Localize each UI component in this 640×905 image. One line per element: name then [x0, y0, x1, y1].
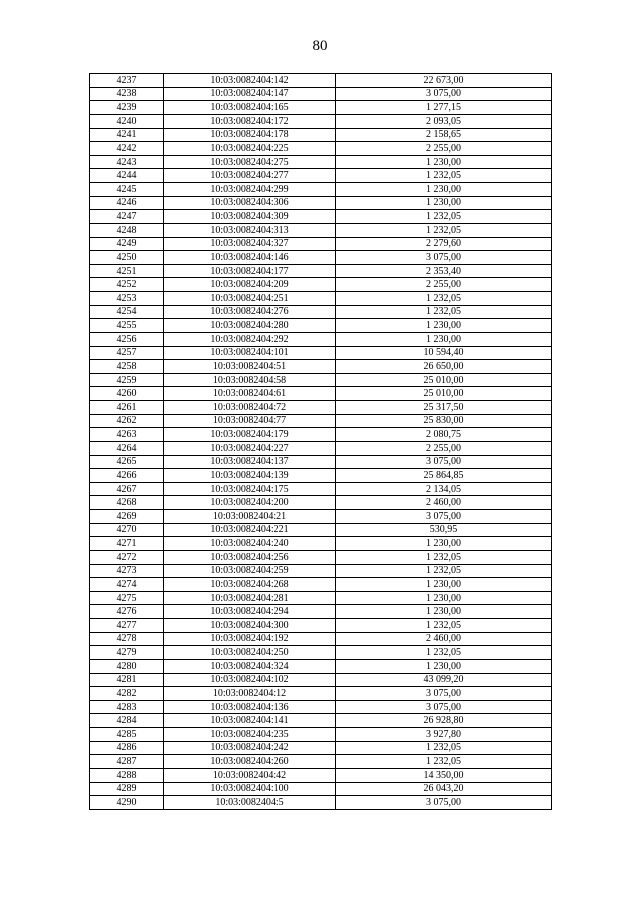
cadastral-number-cell: 10:03:0082404:281 [164, 591, 336, 605]
table-row [90, 292, 552, 306]
row-number-cell: 4241 [90, 128, 164, 142]
cadastral-number-cell: 10:03:0082404:209 [164, 278, 336, 292]
cadastral-value-cell: 25 864,85 [336, 469, 552, 483]
cadastral-number-cell: 10:03:0082404:58 [164, 373, 336, 387]
cadastral-value-cell: 3 075,00 [336, 87, 552, 101]
cadastral-value-cell: 25 317,50 [336, 401, 552, 415]
cadastral-number-cell: 10:03:0082404:256 [164, 550, 336, 564]
cadastral-number-cell: 10:03:0082404:309 [164, 210, 336, 224]
table-row [90, 387, 552, 401]
table-row [90, 755, 552, 769]
cadastral-number-cell: 10:03:0082404:250 [164, 646, 336, 660]
table-row [90, 564, 552, 578]
cadastral-number-cell: 10:03:0082404:178 [164, 128, 336, 142]
table-row [90, 237, 552, 251]
cadastral-value-cell: 1 277,15 [336, 101, 552, 115]
row-number-cell: 4262 [90, 414, 164, 428]
cadastral-value-cell: 530,95 [336, 523, 552, 537]
table-row [90, 782, 552, 796]
cadastral-value-table [89, 73, 552, 810]
cadastral-value-cell: 2 093,05 [336, 114, 552, 128]
table-row [90, 251, 552, 265]
cadastral-value-cell: 2 158,65 [336, 128, 552, 142]
cadastral-value-cell: 25 010,00 [336, 387, 552, 401]
row-number-cell: 4250 [90, 251, 164, 265]
cadastral-value-cell: 25 830,00 [336, 414, 552, 428]
cadastral-number-cell: 10:03:0082404:313 [164, 223, 336, 237]
cadastral-value-cell: 1 230,00 [336, 591, 552, 605]
cadastral-value-cell: 1 230,00 [336, 155, 552, 169]
table-row [90, 101, 552, 115]
cadastral-value-cell: 2 353,40 [336, 264, 552, 278]
table-row [90, 700, 552, 714]
cadastral-number-cell: 10:03:0082404:5 [164, 796, 336, 810]
cadastral-number-cell: 10:03:0082404:165 [164, 101, 336, 115]
cadastral-value-cell: 14 350,00 [336, 768, 552, 782]
cadastral-number-cell: 10:03:0082404:306 [164, 196, 336, 210]
row-number-cell: 4289 [90, 782, 164, 796]
cadastral-value-cell: 1 232,05 [336, 619, 552, 633]
cadastral-number-cell: 10:03:0082404:102 [164, 673, 336, 687]
cadastral-number-cell: 10:03:0082404:12 [164, 687, 336, 701]
row-number-cell: 4275 [90, 591, 164, 605]
cadastral-value-cell: 3 927,80 [336, 728, 552, 742]
row-number-cell: 4270 [90, 523, 164, 537]
cadastral-value-cell: 1 232,05 [336, 292, 552, 306]
row-number-cell: 4285 [90, 728, 164, 742]
row-number-cell: 4239 [90, 101, 164, 115]
table-row [90, 714, 552, 728]
cadastral-number-cell: 10:03:0082404:147 [164, 87, 336, 101]
cadastral-number-cell: 10:03:0082404:294 [164, 605, 336, 619]
row-number-cell: 4255 [90, 319, 164, 333]
cadastral-number-cell: 10:03:0082404:142 [164, 74, 336, 88]
row-number-cell: 4281 [90, 673, 164, 687]
cadastral-number-cell: 10:03:0082404:139 [164, 469, 336, 483]
cadastral-number-cell: 10:03:0082404:21 [164, 510, 336, 524]
table-row [90, 264, 552, 278]
table-row [90, 659, 552, 673]
row-number-cell: 4251 [90, 264, 164, 278]
row-number-cell: 4258 [90, 360, 164, 374]
row-number-cell: 4287 [90, 755, 164, 769]
cadastral-number-cell: 10:03:0082404:260 [164, 755, 336, 769]
table-row [90, 128, 552, 142]
table-row [90, 537, 552, 551]
table-body [90, 74, 552, 810]
row-number-cell: 4246 [90, 196, 164, 210]
row-number-cell: 4269 [90, 510, 164, 524]
cadastral-value-cell: 2 460,00 [336, 496, 552, 510]
table-row [90, 74, 552, 88]
row-number-cell: 4279 [90, 646, 164, 660]
table-row [90, 510, 552, 524]
row-number-cell: 4248 [90, 223, 164, 237]
row-number-cell: 4274 [90, 578, 164, 592]
cadastral-number-cell: 10:03:0082404:177 [164, 264, 336, 278]
table-row [90, 183, 552, 197]
table-row [90, 550, 552, 564]
cadastral-number-cell: 10:03:0082404:51 [164, 360, 336, 374]
row-number-cell: 4282 [90, 687, 164, 701]
cadastral-number-cell: 10:03:0082404:299 [164, 183, 336, 197]
table-row [90, 455, 552, 469]
table-row [90, 646, 552, 660]
cadastral-value-cell: 2 460,00 [336, 632, 552, 646]
table-row [90, 687, 552, 701]
cadastral-value-cell: 25 010,00 [336, 373, 552, 387]
table-row [90, 305, 552, 319]
row-number-cell: 4261 [90, 401, 164, 415]
table-row [90, 196, 552, 210]
cadastral-value-cell: 2 255,00 [336, 142, 552, 156]
cadastral-number-cell: 10:03:0082404:221 [164, 523, 336, 537]
cadastral-value-cell: 1 232,05 [336, 741, 552, 755]
table-row [90, 796, 552, 810]
row-number-cell: 4266 [90, 469, 164, 483]
table-row [90, 346, 552, 360]
cadastral-value-cell: 1 232,05 [336, 210, 552, 224]
table-row [90, 496, 552, 510]
cadastral-value-cell: 1 232,05 [336, 550, 552, 564]
table-row [90, 469, 552, 483]
row-number-cell: 4276 [90, 605, 164, 619]
table-row [90, 578, 552, 592]
cadastral-number-cell: 10:03:0082404:277 [164, 169, 336, 183]
table-row [90, 319, 552, 333]
table-row [90, 169, 552, 183]
row-number-cell: 4288 [90, 768, 164, 782]
row-number-cell: 4264 [90, 441, 164, 455]
cadastral-number-cell: 10:03:0082404:242 [164, 741, 336, 755]
table-row [90, 155, 552, 169]
table-row [90, 278, 552, 292]
table-row [90, 114, 552, 128]
cadastral-value-cell: 43 099,20 [336, 673, 552, 687]
table-row [90, 373, 552, 387]
cadastral-number-cell: 10:03:0082404:42 [164, 768, 336, 782]
cadastral-value-cell: 1 232,05 [336, 223, 552, 237]
cadastral-number-cell: 10:03:0082404:327 [164, 237, 336, 251]
cadastral-value-cell: 2 255,00 [336, 278, 552, 292]
cadastral-value-cell: 1 232,05 [336, 755, 552, 769]
table-row [90, 428, 552, 442]
row-number-cell: 4265 [90, 455, 164, 469]
cadastral-number-cell: 10:03:0082404:324 [164, 659, 336, 673]
cadastral-value-cell: 1 230,00 [336, 319, 552, 333]
cadastral-value-cell: 3 075,00 [336, 796, 552, 810]
cadastral-number-cell: 10:03:0082404:179 [164, 428, 336, 442]
row-number-cell: 4252 [90, 278, 164, 292]
cadastral-value-cell: 22 673,00 [336, 74, 552, 88]
cadastral-number-cell: 10:03:0082404:72 [164, 401, 336, 415]
cadastral-value-cell: 26 043,20 [336, 782, 552, 796]
table-row [90, 768, 552, 782]
row-number-cell: 4256 [90, 332, 164, 346]
cadastral-number-cell: 10:03:0082404:276 [164, 305, 336, 319]
cadastral-number-cell: 10:03:0082404:292 [164, 332, 336, 346]
table-row [90, 414, 552, 428]
cadastral-value-cell: 26 650,00 [336, 360, 552, 374]
cadastral-number-cell: 10:03:0082404:251 [164, 292, 336, 306]
cadastral-value-cell: 3 075,00 [336, 510, 552, 524]
cadastral-number-cell: 10:03:0082404:141 [164, 714, 336, 728]
cadastral-value-cell: 3 075,00 [336, 700, 552, 714]
row-number-cell: 4259 [90, 373, 164, 387]
row-number-cell: 4254 [90, 305, 164, 319]
row-number-cell: 4283 [90, 700, 164, 714]
table-row [90, 332, 552, 346]
cadastral-number-cell: 10:03:0082404:225 [164, 142, 336, 156]
cadastral-number-cell: 10:03:0082404:259 [164, 564, 336, 578]
row-number-cell: 4278 [90, 632, 164, 646]
table-row [90, 482, 552, 496]
cadastral-number-cell: 10:03:0082404:136 [164, 700, 336, 714]
row-number-cell: 4263 [90, 428, 164, 442]
table-row [90, 523, 552, 537]
table-row [90, 673, 552, 687]
row-number-cell: 4260 [90, 387, 164, 401]
cadastral-value-cell: 3 075,00 [336, 251, 552, 265]
cadastral-value-cell: 1 232,05 [336, 169, 552, 183]
row-number-cell: 4277 [90, 619, 164, 633]
row-number-cell: 4238 [90, 87, 164, 101]
row-number-cell: 4273 [90, 564, 164, 578]
row-number-cell: 4243 [90, 155, 164, 169]
cadastral-number-cell: 10:03:0082404:268 [164, 578, 336, 592]
row-number-cell: 4240 [90, 114, 164, 128]
cadastral-value-cell: 1 230,00 [336, 578, 552, 592]
cadastral-value-cell: 2 080,75 [336, 428, 552, 442]
cadastral-value-cell: 1 232,05 [336, 564, 552, 578]
cadastral-number-cell: 10:03:0082404:172 [164, 114, 336, 128]
table-row [90, 401, 552, 415]
cadastral-number-cell: 10:03:0082404:137 [164, 455, 336, 469]
row-number-cell: 4257 [90, 346, 164, 360]
cadastral-number-cell: 10:03:0082404:300 [164, 619, 336, 633]
row-number-cell: 4244 [90, 169, 164, 183]
cadastral-number-cell: 10:03:0082404:100 [164, 782, 336, 796]
cadastral-value-cell: 1 230,00 [336, 537, 552, 551]
cadastral-value-cell: 1 230,00 [336, 183, 552, 197]
row-number-cell: 4245 [90, 183, 164, 197]
cadastral-number-cell: 10:03:0082404:146 [164, 251, 336, 265]
cadastral-number-cell: 10:03:0082404:192 [164, 632, 336, 646]
cadastral-number-cell: 10:03:0082404:235 [164, 728, 336, 742]
row-number-cell: 4286 [90, 741, 164, 755]
table-row [90, 87, 552, 101]
page-number: 80 [312, 38, 328, 54]
cadastral-value-cell: 3 075,00 [336, 455, 552, 469]
cadastral-value-cell: 2 255,00 [336, 441, 552, 455]
cadastral-value-cell: 2 134,05 [336, 482, 552, 496]
table-row [90, 142, 552, 156]
cadastral-number-cell: 10:03:0082404:227 [164, 441, 336, 455]
cadastral-number-cell: 10:03:0082404:275 [164, 155, 336, 169]
table-row [90, 441, 552, 455]
cadastral-number-cell: 10:03:0082404:77 [164, 414, 336, 428]
row-number-cell: 4268 [90, 496, 164, 510]
cadastral-number-cell: 10:03:0082404:240 [164, 537, 336, 551]
table-row [90, 360, 552, 374]
cadastral-number-cell: 10:03:0082404:200 [164, 496, 336, 510]
table-row [90, 210, 552, 224]
cadastral-value-cell: 1 232,05 [336, 646, 552, 660]
cadastral-number-cell: 10:03:0082404:101 [164, 346, 336, 360]
table-row [90, 728, 552, 742]
table-row [90, 605, 552, 619]
row-number-cell: 4237 [90, 74, 164, 88]
cadastral-number-cell: 10:03:0082404:175 [164, 482, 336, 496]
row-number-cell: 4267 [90, 482, 164, 496]
cadastral-value-cell: 3 075,00 [336, 687, 552, 701]
cadastral-number-cell: 10:03:0082404:280 [164, 319, 336, 333]
cadastral-value-cell: 1 230,00 [336, 659, 552, 673]
row-number-cell: 4284 [90, 714, 164, 728]
cadastral-value-cell: 1 230,00 [336, 605, 552, 619]
cadastral-value-cell: 1 232,05 [336, 305, 552, 319]
cadastral-value-cell: 2 279,60 [336, 237, 552, 251]
row-number-cell: 4280 [90, 659, 164, 673]
cadastral-value-cell: 1 230,00 [336, 196, 552, 210]
row-number-cell: 4242 [90, 142, 164, 156]
cadastral-value-cell: 26 928,80 [336, 714, 552, 728]
cadastral-value-cell: 10 594,40 [336, 346, 552, 360]
table-row [90, 223, 552, 237]
row-number-cell: 4247 [90, 210, 164, 224]
cadastral-value-cell: 1 230,00 [336, 332, 552, 346]
table-row [90, 619, 552, 633]
row-number-cell: 4272 [90, 550, 164, 564]
table-row [90, 591, 552, 605]
cadastral-number-cell: 10:03:0082404:61 [164, 387, 336, 401]
table-row [90, 741, 552, 755]
row-number-cell: 4271 [90, 537, 164, 551]
table-row [90, 632, 552, 646]
row-number-cell: 4290 [90, 796, 164, 810]
row-number-cell: 4253 [90, 292, 164, 306]
row-number-cell: 4249 [90, 237, 164, 251]
